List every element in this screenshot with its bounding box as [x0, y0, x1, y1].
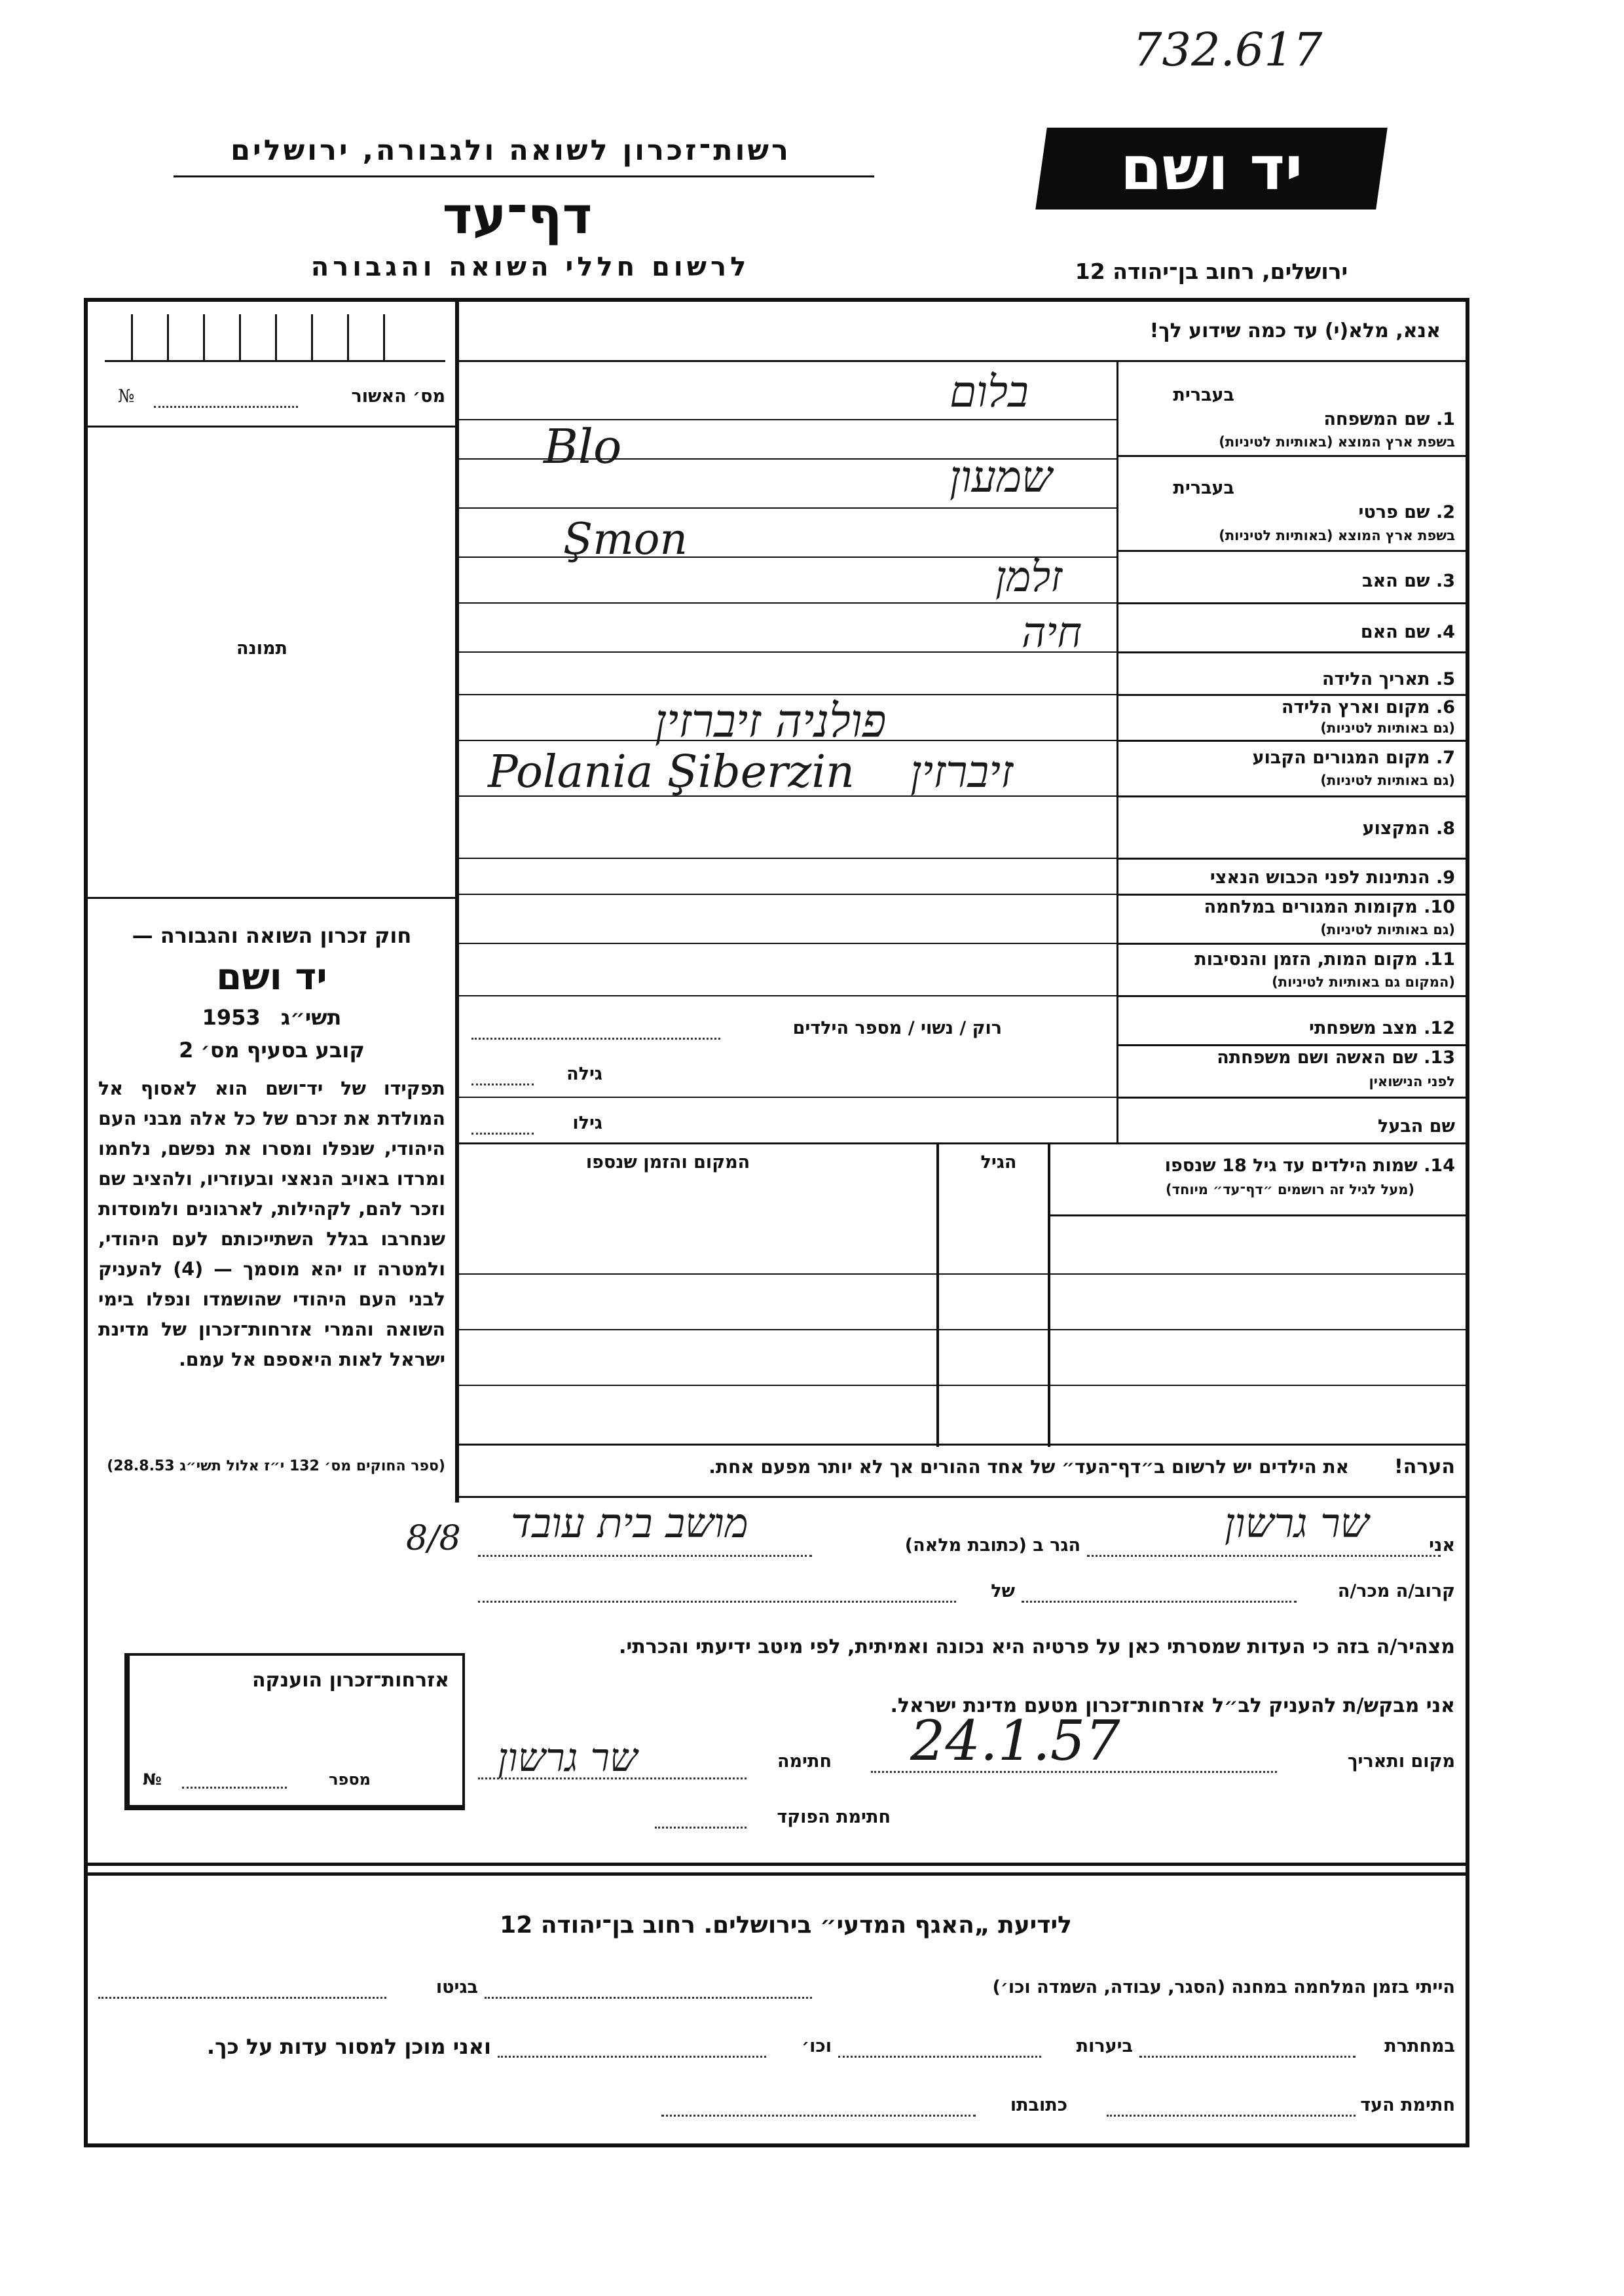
field-2-num: 2. — [1435, 502, 1455, 522]
law-name: יד ושם — [216, 956, 327, 998]
note-label: הערה! — [1394, 1455, 1455, 1478]
field-2-sub: בשפת ארץ המוצא (באותיות לטיניות) — [1219, 528, 1455, 543]
children-col-place: המקום והזמן שנספו — [585, 1152, 750, 1173]
citizenship-no: № — [143, 1770, 162, 1789]
field-12-label — [1309, 1018, 1455, 1039]
law-year-row — [98, 1005, 445, 1030]
field-8-name: המקצוע — [1362, 818, 1430, 839]
citizenship-number-label: מספר — [329, 1770, 371, 1789]
field-10-label — [1204, 897, 1455, 918]
field-6-num: 6. — [1435, 697, 1455, 718]
surname-hebrew: בלום — [950, 367, 1029, 417]
field-1-name: שם המשפחה — [1323, 409, 1430, 429]
bottom-line1-a: הייתי בזמן המלחמה במחנה (הסגר, עבודה, השמדה וכו׳) — [992, 1977, 1455, 1997]
father-name: זלמן — [995, 553, 1063, 602]
declarant-name: שר גרשון — [1225, 1499, 1369, 1547]
declaration-text: מצהיר/ה בזה כי העדות שמסרתי כאן על פרטיה היא נכונה ואמיתית, לפי מיטב ידיעתי והכרתי. — [619, 1635, 1455, 1658]
residence-hebrew: זיברזין — [910, 746, 1014, 798]
declarant-signature: שר גרשון — [498, 1735, 638, 1781]
children-num: 14. — [1424, 1156, 1455, 1176]
margin-note: 8/8 — [406, 1519, 461, 1558]
intro-text: אנא, מלא(י) עד כמה שידוע לך! — [1149, 319, 1441, 342]
citizenship-box — [124, 1653, 465, 1810]
field-3-label — [1362, 571, 1455, 592]
law-heading: חוק זכרון השואה והגבורה — — [132, 923, 412, 948]
bottom-line1-b: בגיטו — [435, 1977, 478, 1997]
mother-name: חיה — [1022, 609, 1082, 657]
field-8-label — [1363, 818, 1455, 839]
husband-age-label: גילו — [572, 1113, 602, 1133]
field-7-sub: (גם באותיות לטיניות) — [1320, 773, 1455, 788]
request-text: אני מבקש/ת להעניק לב״ל אזרחות־זכרון מטעם מדינת ישראל. — [890, 1694, 1455, 1717]
husband-label: שם הבעל — [1377, 1116, 1455, 1137]
surname-latin: Blo — [544, 419, 622, 474]
of-label: של — [991, 1581, 1015, 1601]
approval-cells — [105, 308, 445, 362]
field-8-num: 8. — [1435, 818, 1455, 839]
declaration-date: 24.1.57 — [910, 1709, 1120, 1773]
residing-label: הגר ב (כתובת מלאה) — [904, 1535, 1080, 1556]
children-title: שמות הילדים עד גיל 18 שנספו — [1164, 1156, 1418, 1176]
children-label — [1165, 1156, 1455, 1176]
law-text: תפקידו של יד־ושם הוא לאסוף אל המולדת את זכרם של כל אלה מבני העם היהודי, שנפלו ומסרו את נפשם, נלחמו ומרדו באויב הנאצי ובעוזריו, ולהציב שם וזכר להם, לקהילות, לארגונים ולמוסדות שנחרבו בגלל השתייכותם לעם היהודי, ולמטרה זו יהא מוסמך — (4) להעניק לבני העם היהודי שהושמדו ונפלו בימי השואה והמרי אזרחות־זכרון של מדינת ישראל לאות היאספם אל עמם. — [98, 1078, 445, 1370]
field-11-sub: (המקום גם באותיות לטיניות) — [1272, 974, 1455, 990]
residence-latin: Polania Şiberzin — [488, 746, 855, 798]
bottom-line3-a: חתימת העד — [1360, 2095, 1455, 2115]
field-10-sub: (גם באותיות לטיניות) — [1320, 922, 1455, 938]
field-11-num: 11. — [1424, 949, 1455, 970]
signature-label: חתימה — [777, 1751, 832, 1772]
citizenship-title: אזרחות־זכרון הוענקה — [251, 1669, 449, 1692]
bottom-line2-d: ואני מוכן למסור עדות על כך. — [206, 2034, 491, 2059]
place-date-label: מקום ותאריך — [1347, 1751, 1455, 1772]
approval-label: מס׳ האשור — [351, 386, 445, 407]
declarant-i-label: אני — [1429, 1535, 1455, 1556]
law-year: 1953 — [202, 1005, 261, 1030]
field-4-num: 4. — [1435, 622, 1455, 642]
field-6-label — [1282, 697, 1455, 718]
form-title: דף־עד — [442, 187, 593, 246]
field-11-label — [1194, 949, 1455, 970]
field-6-name: מקום וארץ הלידה — [1281, 697, 1430, 718]
birthplace: פולניה זיברזין — [655, 694, 887, 748]
bottom-line2-a: במחתרת — [1384, 2036, 1455, 2056]
wife-age-label: גילה — [566, 1064, 602, 1084]
field-9-label — [1210, 867, 1455, 888]
approval-no: № — [118, 386, 135, 407]
field-5-label — [1322, 669, 1455, 690]
field-10-name: מקומות המגורים במלחמה — [1204, 897, 1418, 917]
bottom-line2-b: ביערות — [1076, 2036, 1133, 2056]
field-5-name: תאריך הלידה — [1321, 669, 1430, 689]
field-2-name: שם פרטי — [1358, 502, 1430, 522]
field-4-name: שם האם — [1360, 622, 1430, 642]
field-7-num: 7. — [1435, 748, 1455, 768]
field-7-name: מקום המגורים הקבוע — [1252, 748, 1430, 768]
field-12-name: מצב משפחתי — [1309, 1018, 1418, 1038]
header-address: ירושלים, רחוב בן־יהודה 12 — [1075, 259, 1348, 284]
field-3-num: 3. — [1435, 571, 1455, 591]
marital-options: רוק / נשוי / מספר הילדים — [792, 1018, 1002, 1038]
law-source: (ספר החוקים מס׳ 132 י״ז אלול תשי״ג 28.8.53) — [107, 1458, 445, 1474]
photo-label: תמונה — [236, 638, 288, 659]
field-10-num: 10. — [1424, 897, 1455, 917]
field-4-label — [1361, 622, 1455, 643]
children-col-age: הגיל — [980, 1152, 1017, 1173]
field-1-sub: בשפת ארץ המוצא (באותיות לטיניות) — [1219, 434, 1455, 450]
form-subtitle: לרשום חללי השואה והגבורה — [310, 252, 750, 282]
relative-label: קרוב/ה מכר/ה — [1337, 1581, 1455, 1601]
field-9-num: 9. — [1435, 867, 1455, 888]
field-2-heb-tag: בעברית — [1173, 478, 1234, 498]
field-11-name: מקום המות, הזמן והנסיבות — [1194, 949, 1418, 970]
bottom-line2-c: וכו׳ — [802, 2036, 832, 2056]
firstname-latin: Şmon — [563, 514, 688, 564]
logo-text: יד ושם — [1120, 134, 1303, 204]
field-3-name: שם האב — [1362, 571, 1430, 591]
field-9-name: הנתינות לפני הכבוש הנאצי — [1209, 867, 1430, 888]
field-7-label — [1253, 748, 1455, 769]
field-1-heb-tag: בעברית — [1173, 385, 1234, 405]
firstname-hebrew: שמעון — [950, 452, 1052, 502]
declarant-address: מושב בית עובד — [511, 1499, 748, 1547]
field-1-label — [1323, 409, 1455, 430]
law-clause: קובע בסעיף מס׳ 2 — [179, 1038, 365, 1063]
field-13-sub: לפני הנישואין — [1369, 1074, 1455, 1089]
officer-label: חתימת הפוקד — [777, 1807, 891, 1827]
note-text: את הילדים יש לרשום ב״דף־העד״ של אחד ההורים אך לא יותר מפעם אחת. — [709, 1456, 1349, 1478]
bottom-title: לידיעת „האגף המדעי״ בירושלים. רחוב בן־יהודה 12 — [500, 1912, 1072, 1939]
field-13-name: שם האשה ושם משפחתה — [1217, 1048, 1418, 1068]
field-2-label — [1359, 502, 1455, 523]
field-6-sub: (גם באותיות לטיניות) — [1320, 720, 1455, 736]
field-1-num: 1. — [1435, 409, 1455, 429]
field-13-num: 13. — [1424, 1048, 1455, 1068]
field-5-num: 5. — [1435, 669, 1455, 689]
children-sub: (מעל לגיל זה רושמים ״דף־עד״ מיוחד) — [1166, 1182, 1414, 1197]
field-12-num: 12. — [1424, 1018, 1455, 1038]
archive-number: 732.617 — [1133, 23, 1323, 77]
authority-name: רשות־זכרון לשואה ולגבורה, ירושלים — [231, 134, 791, 167]
field-13-label — [1217, 1048, 1455, 1068]
law-year-heb: תשי״ג — [280, 1005, 342, 1030]
yad-vashem-logo — [1035, 128, 1388, 210]
bottom-line3-b: כתובתו — [1010, 2095, 1067, 2115]
